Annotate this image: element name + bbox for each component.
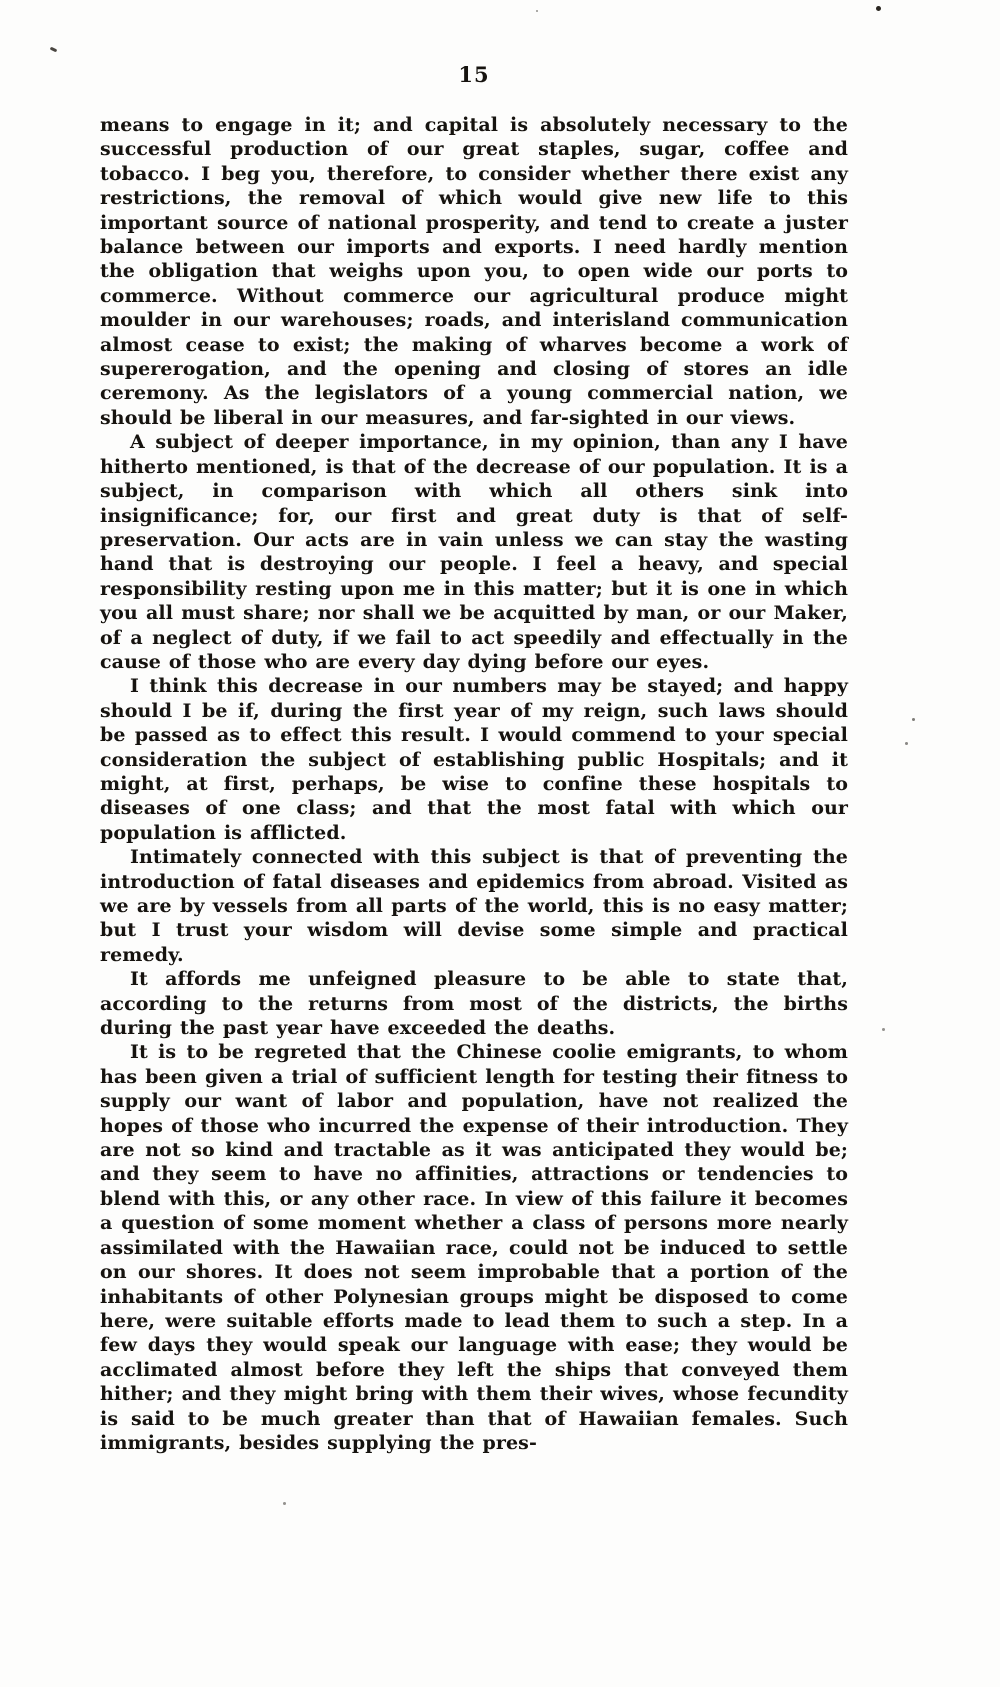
paragraph-population-decrease: A subject of deeper importance, in my opinion, than any I have hitherto mentioned, is that of the decrease of our population. It is a subject, in comparison with which all others sink into insignificance; for, our first and great duty is that of self-preservation. Our acts are in vain unless we can stay the wasting hand that is destroying our people. I feel a heavy, and special responsibility resting upon me in this matter; but it is one in which you all must share; nor shall we be acquitted by man, or our Maker, of a neglect of duty, if we fail to act speedily and effectually in the cause of those who are every day dying before our eyes. (100, 431, 848, 673)
scan-speck (50, 47, 58, 53)
paragraph-epidemics: Intimately connected with this subject is that of preventing the introduction of fatal diseases and epidemics from abroad. Visited as we are by vessels from all parts of the world, this is no easy matter; but I trust your wisdom will devise some simple and practical remedy. (100, 846, 848, 966)
paragraph-immigration: It is to be regreted that the Chinese coolie emigrants, to whom has been given a trial of sufficient length for testing their fitness to supply our want of labor and population, have not realized the hopes of those who incurred the expense of their introduction. They are not so kind and tractable as it was anticipated they would be; and they seem to have no affinities, attractions or tendencies to blend with this, or any other race. In view of this failure it becomes a question of some moment whether a class of persons more nearly assimilated with the Hawaiian race, could not be induced to settle on our shores. It does not seem improbable that a portion of the inhabitants of other Polynesian groups might be disposed to come here, were suitable efforts made to lead them to such a step. In a few days they would speak our language with ease; they would be acclimated almost before they left the ships that conveyed them hither; and they might bring with them their wives, whose fecundity is said to be much greater than that of Hawaiian females. Such immigrants, besides supplying the pres- (100, 1041, 848, 1454)
paragraph-hospitals: I think this decrease in our numbers may be stayed; and happy should I be if, during the first year of my reign, such laws should be passed as to effect this result. I would commend to your special consideration the subject of establishing public Hospitals; and it might, at first, perhaps, be wise to confine these hospitals to diseases of one class; and that the most fatal with which our population is afflicted. (100, 675, 848, 844)
scan-speck (905, 742, 908, 745)
scan-speck (882, 1028, 885, 1031)
page-header (100, 62, 848, 87)
document-body (100, 113, 848, 1455)
scan-speck (876, 6, 881, 11)
scan-speck (283, 1502, 286, 1505)
scan-speck (912, 718, 915, 721)
scan-speck (536, 10, 538, 12)
paragraph-births-deaths: It affords me unfeigned pleasure to be able to state that, according to the returns from most of the districts, the births during the past year have exceeded the deaths. (100, 968, 848, 1040)
page-number: 15 (458, 62, 490, 87)
paragraph-continuation: means to engage in it; and capital is absolutely necessary to the successful production of our great staples, sugar, coffee and tobacco. I beg you, therefore, to consider whether there exist any restrictions, the removal of which would give new life to this important source of national prosperity, and tend to create a juster balance between our imports and exports. I need hardly mention the obligation that weighs upon you, to open wide our ports to commerce. Without commerce our agricultural produce might moulder in our warehouses; roads, and interisland communication almost cease to exist; the making of wharves become a work of supererogation, and the opening and closing of stores an idle ceremony. As the legislators of a young commercial nation, we should be liberal in our measures, and far-sighted in our views. (100, 114, 848, 429)
